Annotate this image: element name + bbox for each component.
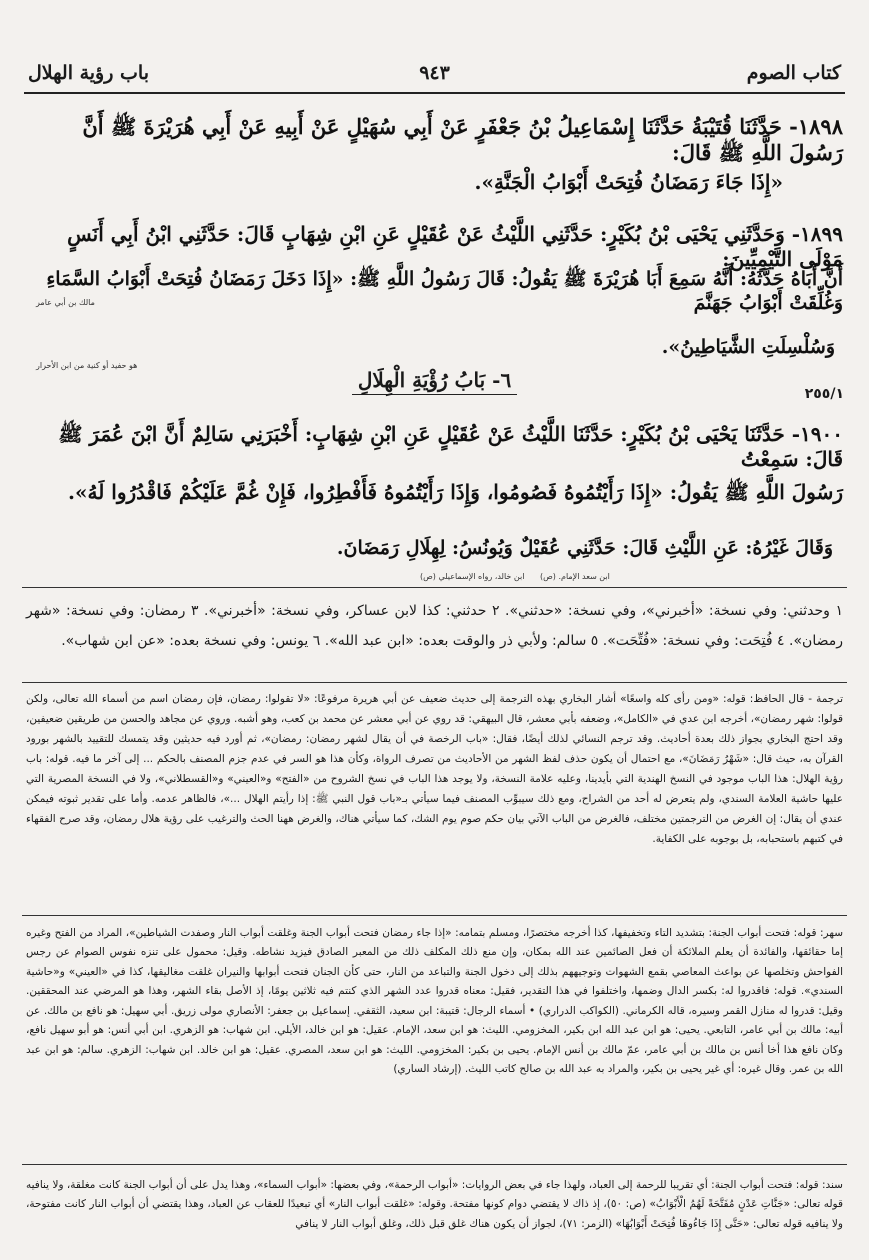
commentary-block: سند: قوله: فتحت أبواب الجنة: أي تقريبا للرحمة إلى العباد، ولهذا جاء في بعض الروايات: «أبواب الرحمة»، وفي بعضها: «أبواب السماء»، وهذا يدل على أن أبواب الجنة كانت مغلقة، ولا ينافيه قوله تعالى: «جَنَّاتِ عَدْنٍ مُفَتَّحَةً لَهُمُ الْأَبْوَابُ» (ص: ٥٠)، إذ ذاك لا يقتضي دوام كونها مفتحة. وقوله: «غلقت أبواب النار» أي تبعيدًا للعقاب عن العباد، وهذا يقتضي أن أبواب النار كانت مفتوحة، ولا ينافيه قوله تعالى: «حَتَّى إِذَا جَاءُوهَا فُتِحَتْ أَبْوَابُهَا» (الزمر: ٧١)، لجواز أن يكون هناك غلق قبل ذلك، وغلق أبواب النار لا ينافي [26, 1179, 843, 1230]
interlinear-note: مالك بن أبي عامر [36, 298, 95, 307]
chapter-title: ٦- بَابُ رُؤْيَةِ الْهِلَالِ [352, 368, 517, 395]
header-chapter-title: باب رؤية الهلال [28, 62, 149, 84]
hadith-1900-matn: رَسُولَ اللَّهِ ﷺ يَقُولُ: «إِذَا رَأَيْتُمُوهُ فَصُومُوا، وَإِذَا رَأَيْتُمُوهُ فَأَفْطِرُوا، فَإِنْ غُمَّ عَلَيْكُمْ فَاقْدُرُوا لَهُ». [68, 480, 843, 504]
section-divider [22, 682, 847, 683]
interlinear-note: ابن خالد، رواه الإسماعيلي (ص) [420, 572, 525, 581]
hadith-1900: ١٩٠٠- حَدَّثَنَا يَحْيَى بْنُ بُكَيْرٍ: حَدَّثَنَا اللَّيْثُ عَنْ عُقَيْلٍ عَنِ ابْنِ شِهَابٍ: أَخْبَرَنِي سَالِمٌ أَنَّ ابْنَ عُمَرَ ﷺ قَالَ: سَمِعْتُ [58, 422, 843, 471]
section-divider [22, 915, 847, 916]
hadith-1899-end: وَسُلْسِلَتِ الشَّيَاطِينُ». [661, 336, 835, 358]
hadith-1898: ١٨٩٨- حَدَّثَنَا قُتَيْبَةُ حَدَّثَنَا إِسْمَاعِيلُ بْنُ جَعْفَرٍ عَنْ أَبِي سُهَيْلٍ عَنْ أَبِيهِ عَنْ أَبِي هُرَيْرَةَ ﷺ أَنَّ رَسُولَ اللَّهِ ﷺ قَالَ: [82, 114, 843, 166]
commentary-block: سهر: قوله: فتحت أبواب الجنة: بتشديد التاء وتخفيفها، كذا أخرجه مختصرًا، ومسلم بتمامه: «إذا جاء رمضان فتحت أبواب الجنة وغلقت أبواب النار وصفدت الشياطين»، المراد من الفتح وغيره إما حقائقها، والفائدة أن يعلم الملائكة أن فعل الصائمين عند الله بمكان، وإن منع ذلك المكلف ذلك من المعبر الصادق فيزيد نشاطه. وقيل: محمول على تنزه نفوس الصوام عن رجس الفواحش وتخلصها عن بواعث المعاصي بقمع الشهوات وتوجيههم بذلك إلى دخول الجنة والتباعد من النار، حتى كأن الجنان فتحت أبوابها والنيران غلقت مغاليقها، كذا في «العيني» و«حاشية السندي». قوله: فاقدروا له: بكسر الدال وضمها، واختلفوا في هذا التقدير، فقيل: معناه قدروا عدد الشهر الذي كنتم فيه ثلاثين يومًا، إذ الأصل بقاء الشهر، وهذا هو المرضي عند المحققين. وقيل: قدروا له منازل القمر وسيره، قاله الكرماني. (الكواكب الدراري) • أسماء الرجال: قتيبة: ابن سعيد، الثقفي. إسماعيل بن جعفر: الأنصاري مولى زريق. أبي سهيل: هو نافع بن مالك. عن أبيه: مالك بن أبي عامر، التابعي. يحيى: هو ابن عبد الله ابن بكير، المخزومي. الليث: هو ابن سعد، الإمام. عقيل: هو ابن خالد، الأيلي. ابن شهاب: هو الزهري. ابن أبي أنس: هو أبو سهيل نافع، وكان نافع هذا أخا أنس بن مالك بن أبي عامر، عمّ مالك بن أنس الإمام. يحيى بن بكير: المخزومي. الليث: هو ابن سعد، المصري. عقيل: هو ابن خالد. ابن شهاب: الزهري. سالم: هو ابن عبد الله بن عمر. وقال غيره: أي غير يحيى بن بكير، والمراد به عبد الله بن صالح كاتب الليث. (إرشاد الساري) [26, 927, 843, 1075]
chapter-heading [0, 368, 869, 392]
section-divider [22, 587, 847, 588]
header-book-title: كتاب الصوم [746, 62, 841, 84]
margin-reference: ٢٥٥/١ [804, 386, 844, 402]
textual-variants: ١ وحدثني: وفي نسخة: «أخبرني»، وفي نسخة: «حدثني». ٢ حدثني: كذا لابن عساكر، وفي نسخة: «أخبرني». ٣ رمضان: وفي نسخة: «شهر رمضان». ٤ فُتِحَت: وفي نسخة: «فُتِّحَت». ٥ سالم: ولأبي ذر والوقت بعده: «ابن عبد الله». ٦ يونس: وفي نسخة بعده: «عن ابن شهاب». [26, 603, 843, 650]
commentary-block: ترجمة - قال الحافظ: قوله: «ومن رأى كله واسعًا» أشار البخاري بهذه الترجمة إلى حديث ضعيف عن أبي هريرة مرفوعًا: «لا تقولوا: رمضان، فإن رمضان اسم من أسماء الله تعالى، ولكن قولوا: شهر رمضان»، أخرجه ابن عدي في «الكامل»، وضعفه بأبي معشر، قال البيهقي: قد روي عن أبي معشر عن محمد بن كعب، وهو أشبه. وروي عن مجاهد والحسن من طريقين ضعيفين، وقد احتج البخاري بجواز ذلك بعدة أحاديث. وقد ترجم النسائي لذلك أيضًا، فقال: «باب الرخصة في أن يقال لشهر رمضان: رمضان»، ثم أورد فيه حديثين وقد يتمسك للتقييد بالشهر بورود القرآن به، حيث قال: «شَهْرُ رَمَضَانَ»، مع احتمال أن يكون حذف لفظ الشهر من الأحاديث من تصرف الرواة، وكأن هذا هو السر في عدم جزم المصنف بالحكم ... إلى آخر ما فيه. قوله: باب رؤية الهلال: هذا الباب موجود في النسخ الهندية التي بأيدينا، وعليه علامة النسخة، ولا يوجد هذا الباب في نسخ الشروح من «الفتح» و«العيني» و«القسطلاني»، ولا في النسخة المصرية التي عليها حاشية العلامة السندي، ولم يتعرض له أحد من الشراح، ومع ذلك سيبوِّب المصنف فيما سيأتي بـ«باب قول النبي ﷺ: إذا رأيتم الهلال ...»، فالظاهر عدمه. وأما على تقدير ثبوته فيمكن عندي أن يقال: إن الغرض من الترجمتين مختلف، فالغرض من الباب الآتي بيان حكم صوم يوم الشك، كما سيأتي هناك، والغرض ههنا الحث والترغيب على رؤية هلال رمضان، وقد صرح الفقهاء في كتبهم باستحبابه، بل بوجوبه على الكفاية. [26, 693, 843, 845]
hadith-1900-end: وَقَالَ غَيْرُهُ: عَنِ اللَّيْثِ قَالَ: حَدَّثَنِي عُقَيْلٌ وَيُونُسُ: لِهِلَالِ رَمَضَانَ. [336, 537, 833, 559]
hadith-1899: ١٨٩٩- وَحَدَّثَنِي يَحْيَى بْنُ بُكَيْرٍ: حَدَّثَنِي اللَّيْثُ عَنْ عُقَيْلٍ عَنِ ابْنِ شِهَابٍ قَالَ: حَدَّثَنِي ابْنُ أَبِي أَنَسٍ مَوْلَى التَّيْمِيِّينَ: [67, 222, 843, 271]
header-divider [24, 92, 845, 94]
interlinear-note: ابن سعد الإمام. (ص) [540, 572, 610, 581]
section-divider [22, 1164, 847, 1165]
page-number: ٩٤٣ [419, 62, 450, 84]
running-header [28, 62, 841, 92]
hadith-1899-matn: أَنَّ أَبَاهُ حَدَّثَهُ: أَنَّهُ سَمِعَ أَبَا هُرَيْرَةَ ﷺ يَقُولُ: قَالَ رَسُولُ اللَّهِ ﷺ: «إِذَا دَخَلَ رَمَضَانُ فُتِحَتْ أَبْوَابُ السَّمَاءِ وَغُلِّقَتْ أَبْوَابُ جَهَنَّمَ [46, 268, 843, 314]
hadith-1898-matn: «إِذَا جَاءَ رَمَضَانُ فُتِحَتْ أَبْوَابُ الْجَنَّةِ». [474, 170, 783, 194]
interlinear-note: هو حفيد أو كنية من ابن الأحرار [36, 361, 138, 370]
